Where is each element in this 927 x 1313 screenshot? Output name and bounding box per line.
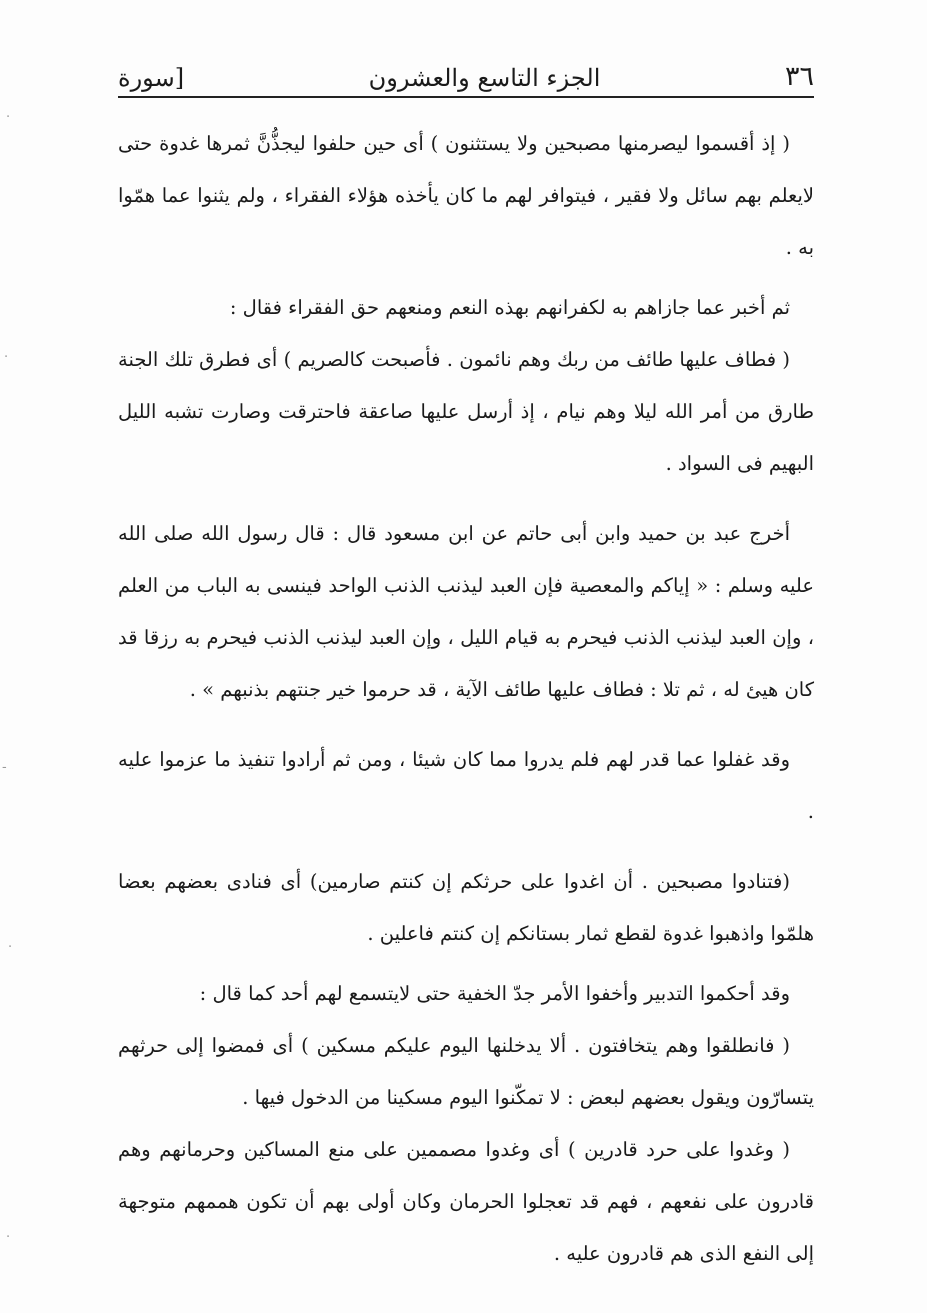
paragraph: ( فطاف عليها طائف من ربك وهم نائمون . فأصبحت كالصريم ) أى فطرق تلك الجنة طارق من أمر الله ليلا وهم نيام ، إذ أرسل عليها صاعقة فاحترقت وصارت تشبه الليل البهيم فى السواد . <box>118 348 814 475</box>
scan-speck: · <box>6 1230 11 1245</box>
surah-label: [سورة <box>118 64 185 92</box>
header-divider <box>118 96 814 98</box>
scan-speck: - <box>2 760 7 775</box>
juz-title: الجزء التاسع والعشرون <box>368 64 601 92</box>
paragraph: ( وغدوا على حرد قادرين ) أى وغدوا مصممين على منع المساكين وحرمانهم وهم قادرون على نفعهم ، فهم قد تعجلوا الحرمان وكان أولى بهم أن تكون هممهم متوجهة إلى النفع الذى هم قادرون عليه . <box>118 1138 814 1265</box>
paragraph: ( إذ أقسموا ليصرمنها مصبحين ولا يستثنون ) أى حين حلفوا ليجذُّنَّ ثمرها غدوة حتى لايعلم بهم سائل ولا فقير ، فيتوافر لهم ما كان يأخذه هؤلاء الفقراء ، ولم يثنوا عما همّوا به . <box>118 132 814 259</box>
page-number: ٣٦ <box>784 61 814 92</box>
paragraph: وقد أحكموا التدبير وأخفوا الأمر جدّ الخفية حتى لايتسمع لهم أحد كما قال : <box>199 982 790 1005</box>
page-body <box>118 118 814 1280</box>
paragraph: ثم أخبر عما جازاهم به لكفرانهم بهذه النعم ومنعهم حق الفقراء فقال : <box>229 296 790 319</box>
page-header <box>118 38 814 90</box>
scan-speck: · <box>4 350 9 365</box>
scan-speck: · <box>6 110 11 125</box>
paragraph: وقد غفلوا عما قدر لهم فلم يدروا مما كان شيئا ، ومن ثم أرادوا تنفيذ ما عزموا عليه . <box>118 748 814 823</box>
scan-speck: · <box>8 940 13 955</box>
paragraph: (فتنادوا مصبحين . أن اغدوا على حرثكم إن كنتم صارمين) أى فنادى بعضهم بعضا هلمّوا واذهبوا غدوة لقطع ثمار بستانكم إن كنتم فاعلين . <box>118 870 814 945</box>
paragraph: أخرج عبد بن حميد وابن أبى حاتم عن ابن مسعود قال : قال رسول الله صلى الله عليه وسلم : « إياكم والمعصية فإن العبد ليذنب الذنب الواحد فينسى به الباب من العلم ، وإن العبد ليذنب الذنب فيحرم به قيام الليل ، وإن العبد ليذنب الذنب فيحرم به رزقا قد كان هيئ له ، ثم تلا : فطاف عليها طائف الآية ، قد حرموا خير جنتهم بذنبهم » . <box>118 522 814 701</box>
paragraph: ( فانطلقوا وهم يتخافتون . ألا يدخلنها اليوم عليكم مسكين ) أى فمضوا إلى حرثهم يتسارّون ويقول بعضهم لبعض : لا تمكّنوا اليوم مسكينا من الدخول فيها . <box>118 1034 814 1109</box>
